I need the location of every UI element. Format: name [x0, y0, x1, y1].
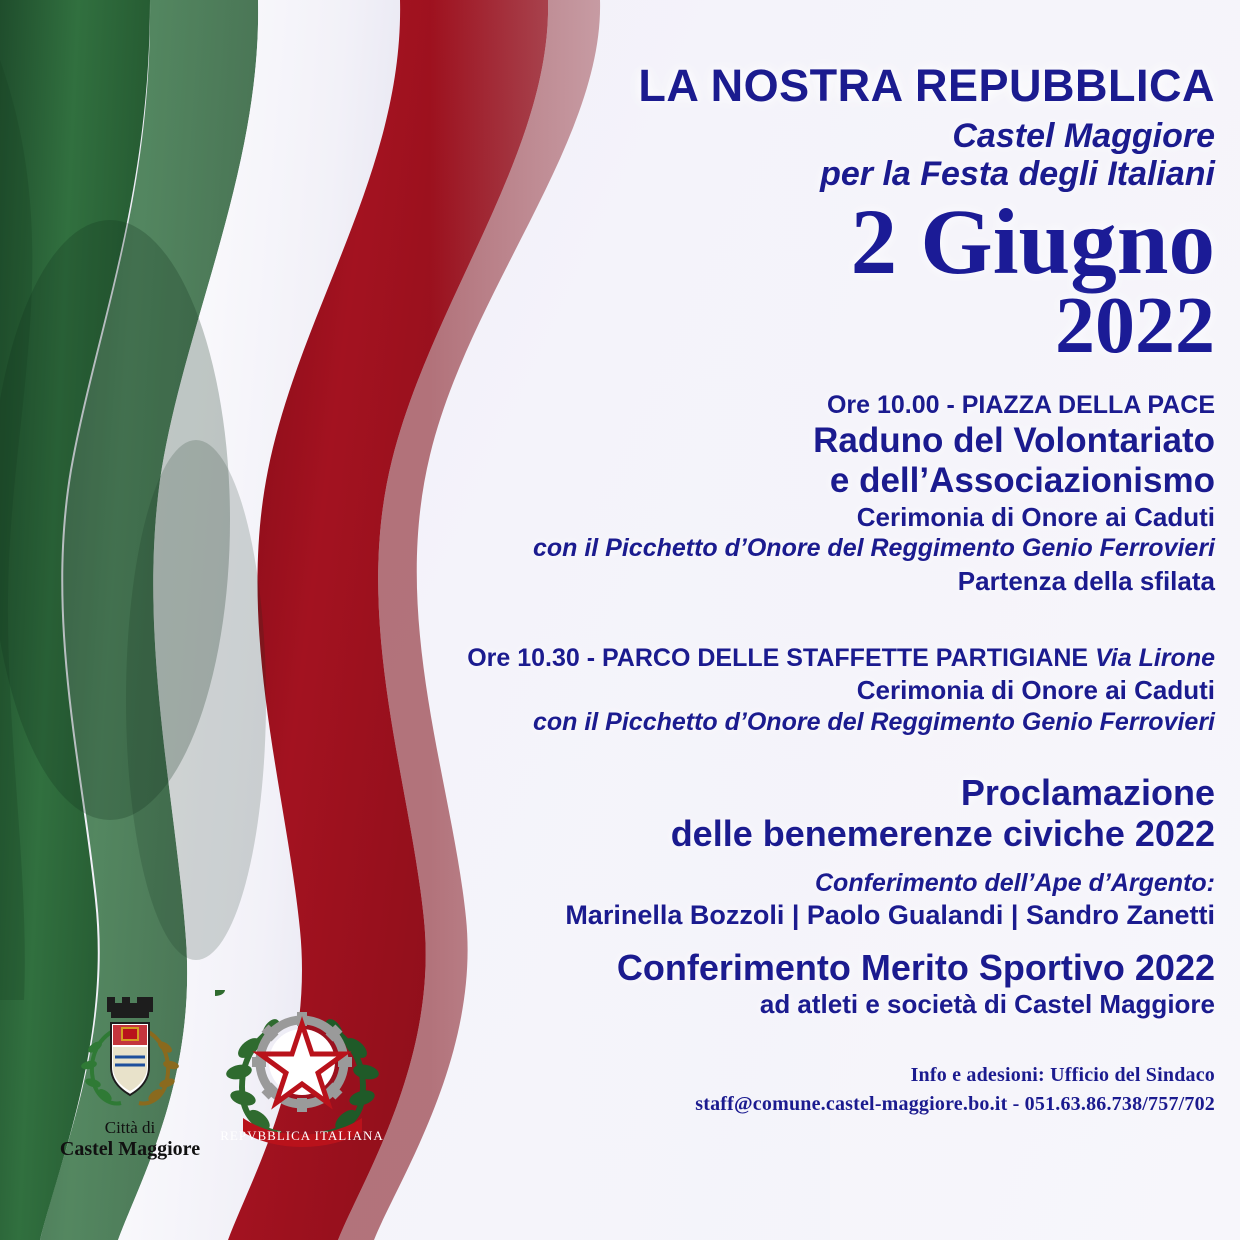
event-1-time-place: Ore 10.00 - PIAZZA DELLA PACE — [826, 390, 1215, 419]
contact-line-1: Info e adesioni: Ufficio del Sindaco — [910, 1063, 1215, 1086]
event-1-detail-3: Partenza della sfilata — [957, 565, 1215, 596]
poster-content — [455, 0, 1215, 1240]
emblem-republic-icon — [215, 990, 390, 1155]
crest-castel-maggiore — [55, 995, 205, 1161]
event-block-2 — [455, 643, 1215, 738]
awards-heading-line-1: Proclamazione — [960, 772, 1215, 814]
crest-repubblica-italiana — [215, 990, 390, 1160]
event-date-day: 2 Giugno — [850, 191, 1215, 295]
awards-merit-heading: Conferimento Merito Sportivo 2022 — [616, 947, 1215, 989]
crest-comune-caption-2: Castel Maggiore — [59, 1137, 201, 1160]
subtitle-city: Castel Maggiore — [952, 117, 1215, 156]
event-block-1 — [455, 390, 1215, 597]
republic-ribbon-label: REPVBBLICA ITALIANA — [220, 1128, 384, 1143]
coat-of-arms-comune-icon — [55, 995, 205, 1113]
event-1-detail-1: Cerimonia di Onore ai Caduti — [856, 501, 1215, 532]
awards-merit-sub: ad atleti e società di Castel Maggiore — [759, 989, 1215, 1020]
subtitle-occasion: per la Festa degli Italiani — [820, 155, 1215, 194]
page-title: LA NOSTRA REPUBBLICA — [638, 60, 1215, 111]
event-2-detail-1: Cerimonia di Onore ai Caduti — [856, 675, 1215, 706]
event-2-time-place — [455, 643, 1215, 674]
event-date-year: 2022 — [1055, 281, 1215, 370]
awards-ape-label: Conferimento dell’Ape d’Argento: — [815, 869, 1215, 898]
event-1-heading-line-1: Raduno del Volontariato — [813, 421, 1215, 460]
awards-block — [455, 772, 1215, 1021]
contact-line-2: staff@comune.castel-maggiore.bo.it - 051.63.86.738/757/702 — [695, 1092, 1215, 1115]
awards-heading-line-2: delle benemerenze civiche 2022 — [670, 813, 1215, 855]
event-2-detail-2: con il Picchetto d’Onore del Reggimento Genio Ferrovieri — [532, 707, 1215, 736]
crest-comune-caption-1: Città di — [104, 1118, 156, 1137]
event-2-street: Via Lirone — [1095, 644, 1215, 673]
event-2-time-place-text: Ore 10.30 - PARCO DELLE STAFFETTE PARTIGIANE — [467, 644, 1089, 673]
event-1-heading-line-2: e dell’Associazionismo — [829, 460, 1215, 500]
event-1-detail-2: con il Picchetto d’Onore del Reggimento Genio Ferrovieri — [532, 534, 1215, 563]
awards-ape-names: Marinella Bozzoli | Paolo Gualandi | Sandro Zanetti — [565, 900, 1215, 931]
contact-block — [455, 1061, 1215, 1119]
